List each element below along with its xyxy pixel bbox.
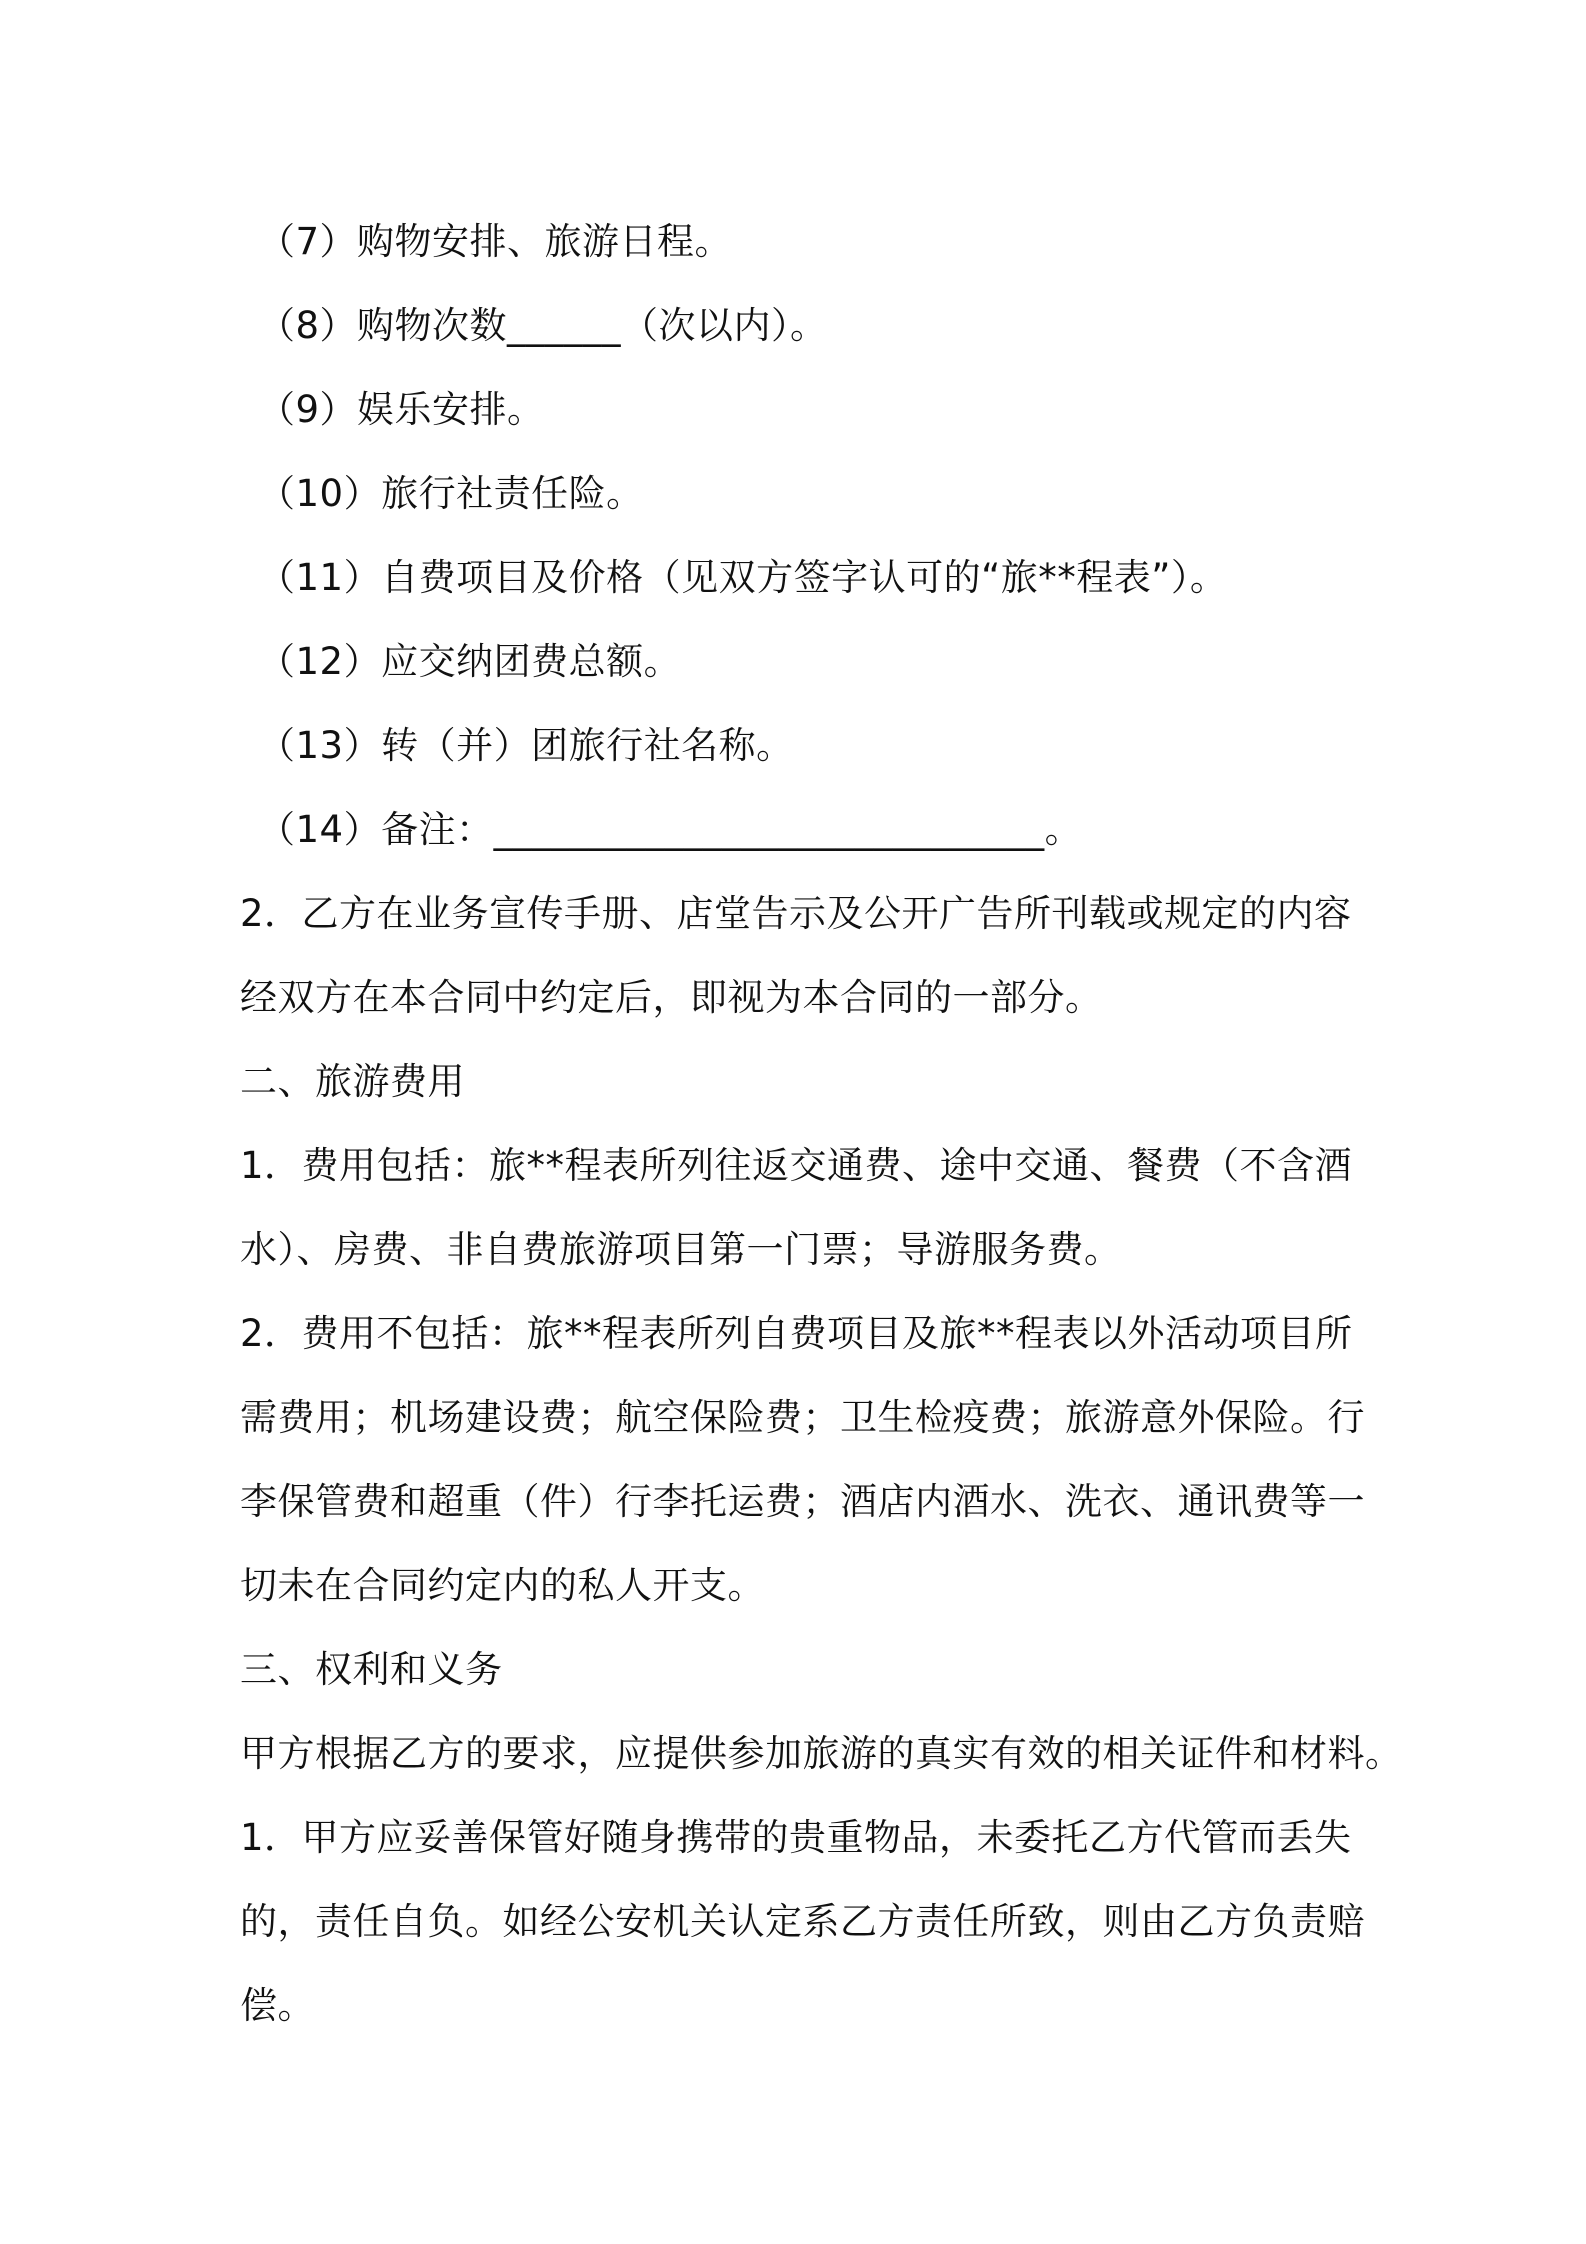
item-10-liability-insurance: （10）旅行社责任险。 (258, 472, 644, 515)
fees-exclude-line-4: 切未在合同约定内的私人开支。 (240, 1564, 765, 1607)
obligation-1-line-1: 1．甲方应妥善保管好随身携带的贵重物品，未委托乙方代管而丢失 (240, 1816, 1352, 1859)
fees-include-line-2: 水）、房费、非自费旅游项目第一门票；导游服务费。 (240, 1228, 1122, 1271)
section-heading-travel-fees: 二、旅游费用 (240, 1060, 465, 1103)
fees-exclude-line-3: 李保管费和超重（件）行李托运费；酒店内酒水、洗衣、通讯费等一 (240, 1480, 1365, 1523)
document-body (240, 200, 1403, 2048)
item-9-entertainment: （9）娱乐安排。 (258, 388, 545, 431)
section-heading-rights-obligations: 三、权利和义务 (240, 1648, 503, 1691)
item-8-shopping-count: （8）购物次数______（次以内）。 (258, 304, 828, 347)
item-7-shopping-schedule: （7）购物安排、旅游日程。 (258, 220, 733, 263)
item-14-remarks: （14）备注：_____________________________。 (258, 808, 1083, 851)
item-12-total-fee: （12）应交纳团费总额。 (258, 640, 682, 683)
fees-exclude-line-1: 2．费用不包括：旅**程表所列自费项目及旅**程表以外活动项目所 (240, 1312, 1353, 1355)
party-a-documents: 甲方根据乙方的要求，应提供参加旅游的真实有效的相关证件和材料。 (240, 1732, 1403, 1775)
item-11-optional-items: （11）自费项目及价格（见双方签字认可的“旅**程表”）。 (258, 556, 1228, 599)
clause-2-line-2: 经双方在本合同中约定后，即视为本合同的一部分。 (240, 976, 1103, 1019)
fees-include-line-1: 1．费用包括：旅**程表所列往返交通费、途中交通、餐费（不含酒 (240, 1144, 1353, 1187)
clause-2-line-1: 2．乙方在业务宣传手册、店堂告示及公开广告所刊载或规定的内容 (240, 892, 1352, 935)
item-13-transfer-agency: （13）转（并）团旅行社名称。 (258, 724, 794, 767)
obligation-1-line-3: 偿。 (240, 1984, 315, 2027)
fees-exclude-line-2: 需费用；机场建设费；航空保险费；卫生检疫费；旅游意外保险。行 (240, 1396, 1365, 1439)
obligation-1-line-2: 的，责任自负。如经公安机关认定系乙方责任所致，则由乙方负责赔 (240, 1900, 1365, 1943)
